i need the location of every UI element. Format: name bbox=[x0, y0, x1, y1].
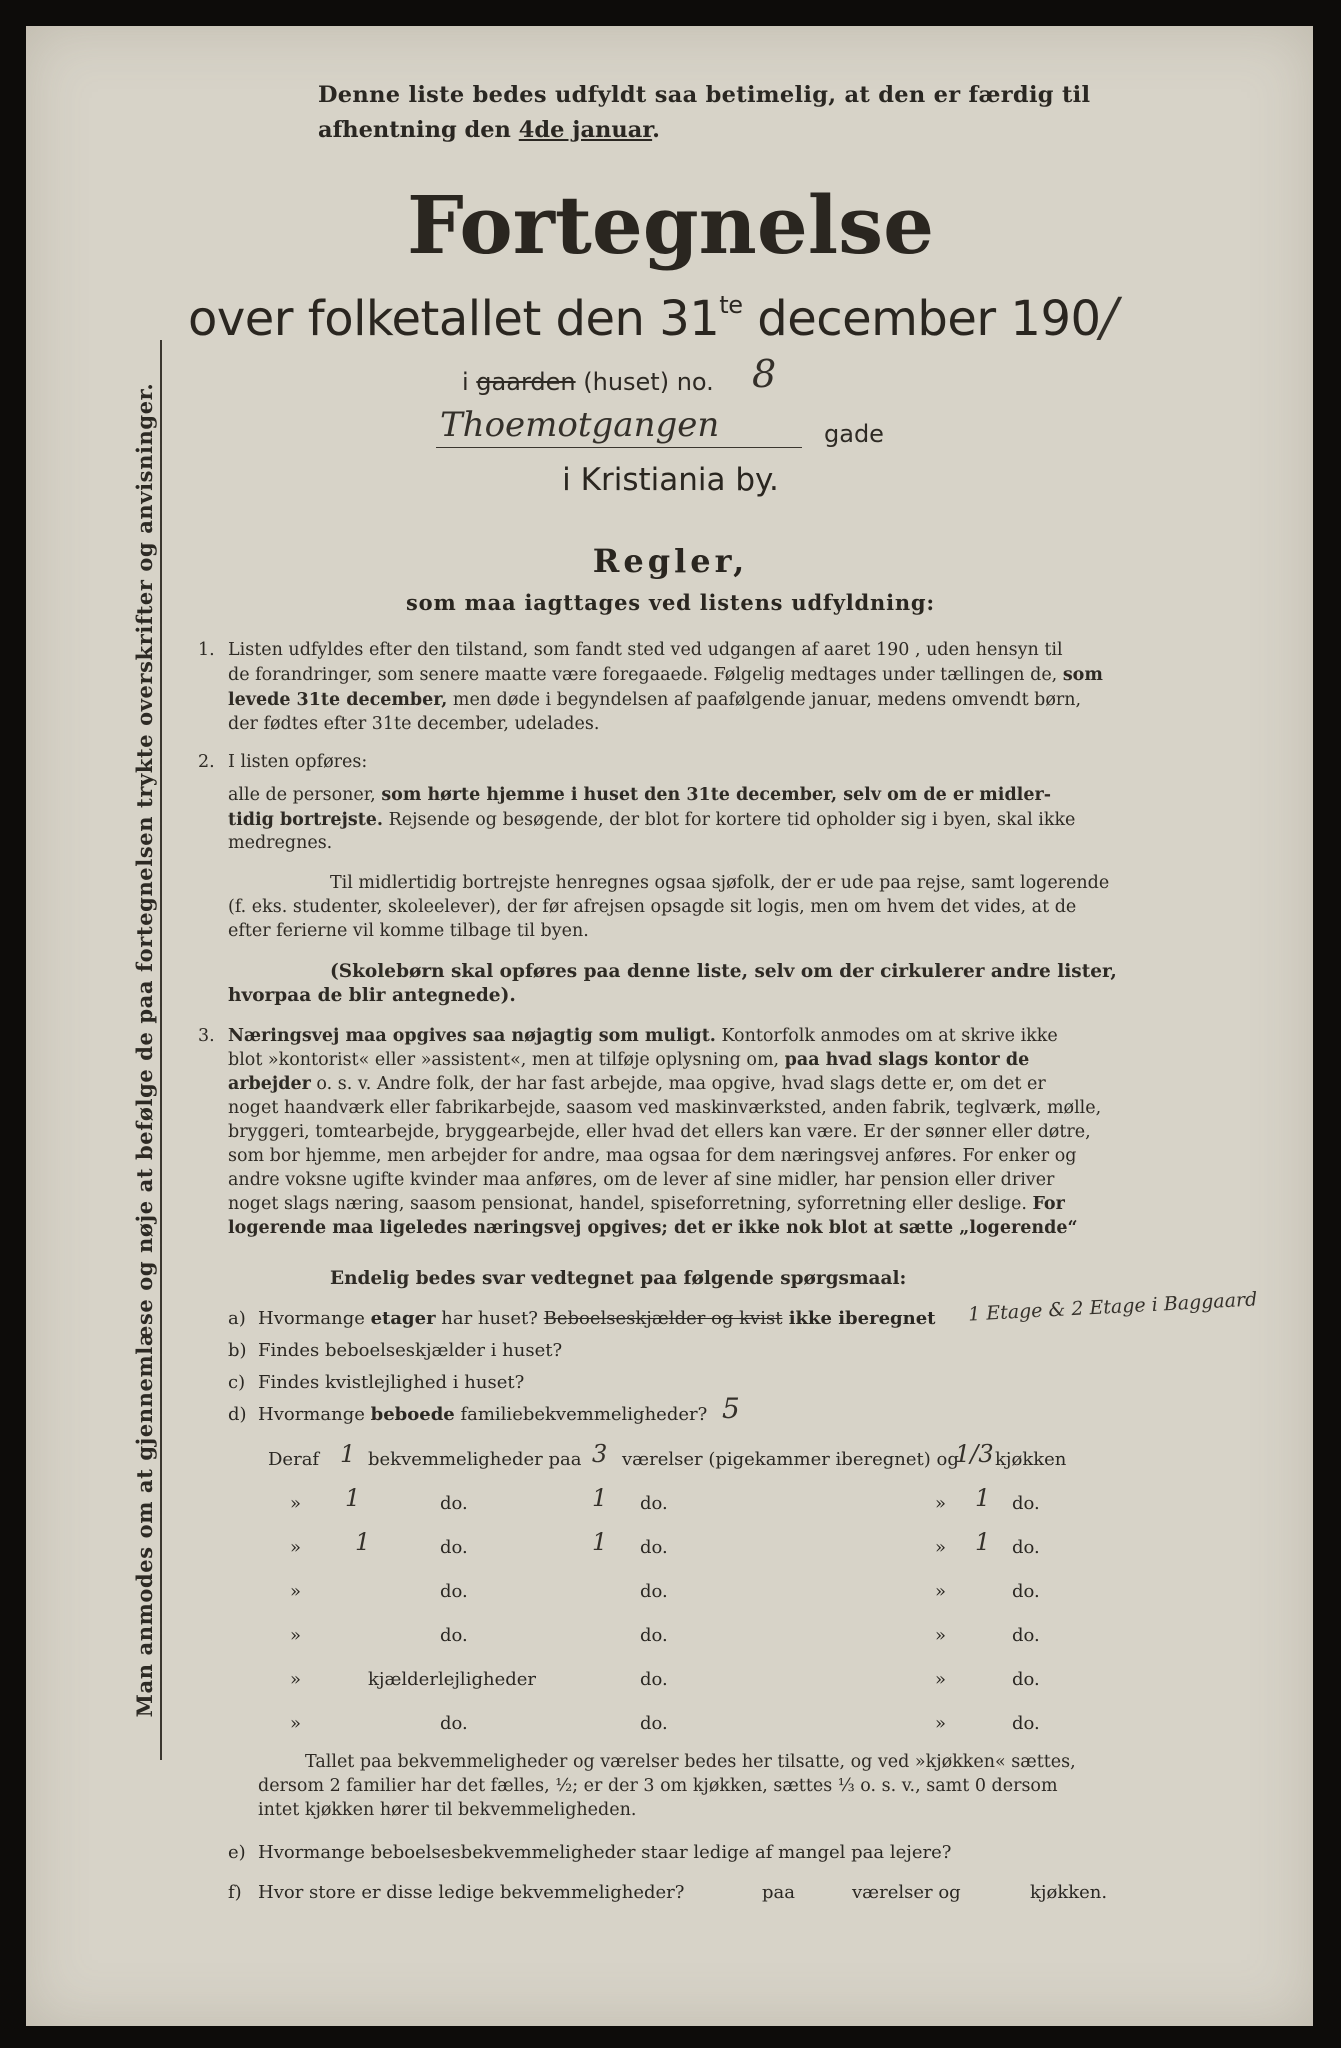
street-underline bbox=[436, 447, 802, 448]
street-suffix: gade bbox=[824, 420, 884, 448]
row-1-kitchen: 1/3 bbox=[955, 1440, 994, 1468]
subtitle: over folketallet den $31^{te}$ december 190/ bbox=[188, 288, 1118, 348]
row-3-rooms: 1 bbox=[592, 1528, 608, 1556]
table-deraf: Deraf bbox=[268, 1449, 320, 1470]
note-line-2: dersom 2 familier har det fælles, ½; er der 3 om kjøkken, sættes ⅓ o. s. v., samt 0 dersom bbox=[258, 1776, 1058, 1796]
rule-2-para3-line-2: hvorpaa de blir antegnede). bbox=[228, 985, 516, 1006]
row-5-ditto-1: do. bbox=[440, 1625, 468, 1646]
row-2-quote-2: » bbox=[935, 1493, 947, 1514]
row-4-quote-2: » bbox=[935, 1581, 947, 1602]
rule-1-line-4: der fødtes efter 31te december, udelades. bbox=[228, 714, 600, 734]
rule-2-line-2: tidig bortrejste. Rejsende og besøgende, der blot for kortere tid opholder sig i byen, skal ikke bbox=[228, 810, 1076, 830]
rule-2-line-0: I listen opføres: bbox=[228, 752, 368, 772]
note-line-3: intet kjøkken hører til bekvemmeligheden. bbox=[258, 1800, 637, 1820]
row-7-ditto-2: do. bbox=[640, 1713, 668, 1734]
rule-1-line-3: levede 31te december, men døde i begyndelsen af paafølgende januar, medens omvendt børn, bbox=[228, 690, 1082, 710]
row-2-kitchen: 1 bbox=[975, 1484, 991, 1512]
row-4-ditto-3: do. bbox=[1012, 1581, 1040, 1602]
rules-heading: Regler, bbox=[592, 542, 749, 580]
rule-1-line-1: Listen udfyldes efter den tilstand, som fandt sted ved udgangen af aaret 190 , uden hensyn til bbox=[228, 640, 1063, 660]
rule-3-line-2: blot »kontorist« eller »assistent«, men at tilføje oplysning om, paa hvad slags kontor de bbox=[228, 1050, 1030, 1070]
row-6-quote-2: » bbox=[935, 1669, 947, 1690]
row-4-ditto-1: do. bbox=[440, 1581, 468, 1602]
handwritten-house-no: 8 bbox=[752, 352, 777, 396]
row-3-kitchen: 1 bbox=[975, 1528, 991, 1556]
house-line: i gaarden (huset) no. bbox=[462, 368, 714, 396]
rule-3-number: 3. bbox=[198, 1026, 215, 1046]
rule-3-line-9: logerende maa ligeledes næringsvej opgives; det er ikke nok blot at sætte „logerende“ bbox=[228, 1218, 1078, 1238]
rule-1-number: 1. bbox=[198, 640, 215, 660]
question-f-rooms: værelser og bbox=[852, 1882, 961, 1903]
question-f-paa: paa bbox=[762, 1882, 795, 1903]
row-7-quote: » bbox=[290, 1713, 302, 1734]
rule-2-para2-line-3: efter ferierne vil komme tilbage til byen. bbox=[228, 921, 589, 941]
question-f-kitchen: kjøkken. bbox=[1030, 1882, 1108, 1903]
row-3-ditto-1: do. bbox=[440, 1537, 468, 1558]
row-5-ditto-2: do. bbox=[640, 1625, 668, 1646]
city-line: i Kristiania by. bbox=[562, 462, 779, 498]
question-f-label: f) bbox=[228, 1882, 242, 1903]
rule-2-para2-line-2: (f. eks. studenter, skoleelever), der før afrejsen opsagde sit logis, men om hvem det vides, at de bbox=[228, 897, 1077, 917]
margin-instruction: Man anmodes om at gjennemlæse og nøje at befølge de paa fortegnelsen trykte overskrifter og anvisninger. bbox=[132, 382, 157, 1718]
row-2-quote: » bbox=[290, 1493, 302, 1514]
row-5-ditto-3: do. bbox=[1012, 1625, 1040, 1646]
row-7-ditto-3: do. bbox=[1012, 1713, 1040, 1734]
row-6-ditto-3: do. bbox=[1012, 1669, 1040, 1690]
rule-3-line-5: bryggeri, tomtearbejde, bryggearbejde, eller hvad det ellers kan være. Er der sønner eller døtre, bbox=[228, 1122, 1091, 1142]
rule-3-line-7: andre voksne ugifte kvinder maa anføres, om de lever af sine midler, har pension eller driver bbox=[228, 1170, 1055, 1190]
row-1-col-2: værelser (pigekammer iberegnet) og bbox=[622, 1449, 959, 1470]
rule-3-line-6: som bor hjemme, men arbejder for andre, maa ogsaa for dem næringsvej anføres. For enker og bbox=[228, 1146, 1077, 1166]
row-7-quote-2: » bbox=[935, 1713, 947, 1734]
question-a-text: Hvormange etager har huset? Beboelseskjælder og kvist ikke iberegnet bbox=[258, 1308, 936, 1329]
row-3-ditto-2: do. bbox=[640, 1537, 668, 1558]
question-a-label: a) bbox=[228, 1308, 246, 1329]
row-2-count: 1 bbox=[345, 1484, 361, 1512]
row-2-rooms: 1 bbox=[592, 1484, 608, 1512]
row-5-quote: » bbox=[290, 1625, 302, 1646]
row-2-ditto-2: do. bbox=[640, 1493, 668, 1514]
row-1-count: 1 bbox=[340, 1440, 356, 1468]
row-6-ditto-2: do. bbox=[640, 1669, 668, 1690]
rule-1-line-2: de forandringer, som senere maatte være foregaaede. Følgelig medtages under tællingen de, som bbox=[228, 665, 1103, 685]
row-7-ditto-1: do. bbox=[440, 1713, 468, 1734]
rule-2-line-3: medregnes. bbox=[228, 833, 333, 853]
question-e-label: e) bbox=[228, 1842, 246, 1863]
pickup-date: 4de januar bbox=[518, 117, 653, 143]
row-6-basement: kjælderlejligheder bbox=[368, 1669, 536, 1690]
answer-a-handwritten: 1 Etage & 2 Etage i Baggaard bbox=[967, 1288, 1258, 1326]
question-b-label: b) bbox=[228, 1340, 247, 1361]
row-1-rooms: 3 bbox=[592, 1440, 608, 1468]
rules-subheading: som maa iagttages ved listens udfyldning: bbox=[406, 590, 935, 615]
rule-2-number: 2. bbox=[198, 752, 215, 772]
row-1-col-1: bekvemmeligheder paa bbox=[368, 1449, 582, 1470]
rule-3-line-1: Næringsvej maa opgives saa nøjagtig som muligt. Kontorfolk anmodes om at skrive ikke bbox=[228, 1026, 1058, 1046]
rule-3-line-3: arbejder o. s. v. Andre folk, der har fast arbejde, maa opgive, hvad slags dette er, om det er bbox=[228, 1074, 1046, 1094]
question-c-text: Findes kvistlejlighed i huset? bbox=[258, 1372, 525, 1393]
rule-3-line-4: noget haandværk eller fabrikarbejde, saasom ved maskinværksted, anden fabrik, teglværk, mølle, bbox=[228, 1098, 1102, 1118]
handwritten-street: Thoemotgangen bbox=[440, 405, 720, 445]
rule-3-line-8: noget slags næring, saasom pensionat, handel, spiseforretning, syforretning eller deslige. For bbox=[228, 1194, 1065, 1214]
question-c-label: c) bbox=[228, 1372, 246, 1393]
row-3-quote: » bbox=[290, 1537, 302, 1558]
note-line-1: Tallet paa bekvemmeligheder og værelser bedes her tilsatte, og ved »kjøkken« sættes, bbox=[305, 1752, 1076, 1772]
rule-2-para3-line-1: (Skolebørn skal opføres paa denne liste, selv om der cirkulerer andre lister, bbox=[330, 961, 1117, 982]
question-e-text: Hvormange beboelsesbekvemmeligheder staar ledige af mangel paa lejere? bbox=[258, 1842, 952, 1863]
row-3-count: 1 bbox=[355, 1528, 371, 1556]
handwritten-year: / bbox=[1100, 288, 1118, 348]
row-4-quote: » bbox=[290, 1581, 302, 1602]
rule-2-line-1: alle de personer, som hørte hjemme i huset den 31te december, selv om de er midler- bbox=[228, 785, 1051, 805]
row-4-ditto-2: do. bbox=[640, 1581, 668, 1602]
page-title: Fortegnelse bbox=[406, 178, 935, 272]
answer-d-handwritten: 5 bbox=[722, 1392, 740, 1425]
question-d-label: d) bbox=[228, 1404, 247, 1425]
row-2-ditto-3: do. bbox=[1012, 1493, 1040, 1514]
row-5-quote-2: » bbox=[935, 1625, 947, 1646]
row-2-ditto-1: do. bbox=[440, 1493, 468, 1514]
notice-line-2: afhentning den 4de januar. bbox=[318, 117, 660, 143]
questions-intro: Endelig bedes svar vedtegnet paa følgende spørgsmaal: bbox=[330, 1268, 907, 1289]
row-3-quote-2: » bbox=[935, 1537, 947, 1558]
question-d-text: Hvormange beboede familiebekvemmeligheder? bbox=[258, 1404, 708, 1425]
question-b-text: Findes beboelseskjælder i huset? bbox=[258, 1340, 563, 1361]
row-3-ditto-3: do. bbox=[1012, 1537, 1040, 1558]
rule-2-para2-line-1: Til midlertidig bortrejste henregnes ogsaa sjøfolk, der er ude paa rejse, samt logerende bbox=[330, 873, 1110, 893]
row-6-quote: » bbox=[290, 1669, 302, 1690]
notice-line-1: Denne liste bedes udfyldt saa betimelig, at den er færdig til bbox=[318, 82, 1091, 108]
question-f-text: Hvor store er disse ledige bekvemmeligheder? bbox=[258, 1882, 685, 1903]
row-1-col-3: kjøkken bbox=[995, 1449, 1067, 1470]
